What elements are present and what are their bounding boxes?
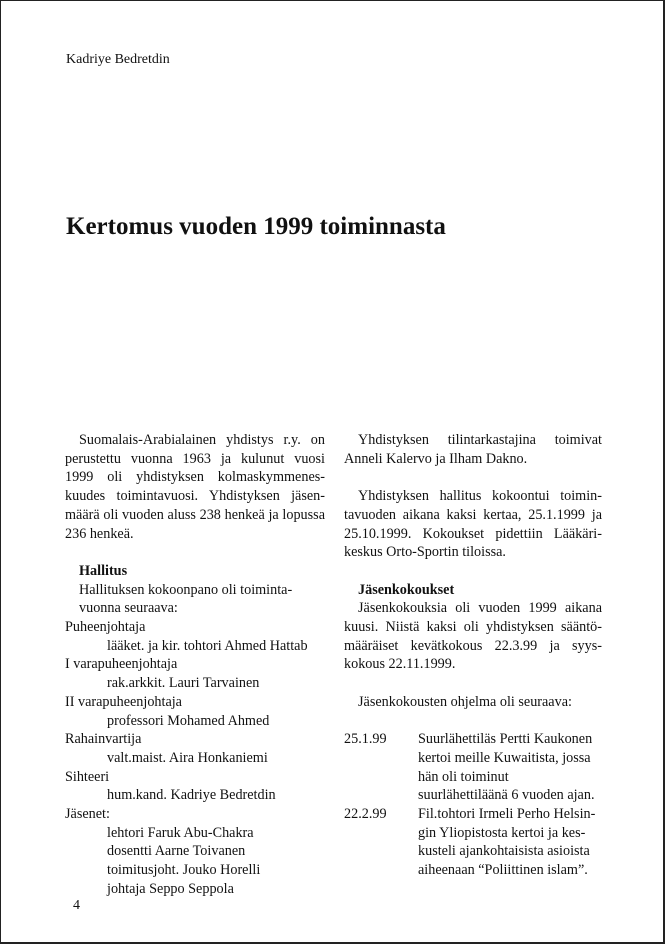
member-item: johtaja Seppo Seppola xyxy=(107,880,234,897)
role-label: II varapuheenjohtaja xyxy=(65,693,182,710)
spacer xyxy=(65,543,325,562)
spacer xyxy=(344,468,602,487)
meeting-entry xyxy=(344,805,602,880)
spacer xyxy=(344,712,602,731)
role-holder: hum.kand. Kadriye Bedretdin xyxy=(107,787,276,804)
meeting-date: 22.2.99 xyxy=(344,806,387,822)
right-column xyxy=(344,431,602,880)
meeting-date: 25.1.99 xyxy=(344,731,387,748)
meeting-description: Suurlähettiläs Pertti Kaukonen kertoi meille Kuwaitista, jossa hän oli toiminut suurlähettiläänä 6 vuoden ajan. xyxy=(418,731,595,804)
spacer xyxy=(344,562,602,581)
role-holder: lääket. ja kir. tohtori Ahmed Hattab xyxy=(107,637,308,654)
role-label: Puheenjohtaja xyxy=(65,619,146,636)
role-label: Rahainvartija xyxy=(65,731,142,748)
hallitus-intro: Hallituksen kokoonpano oli toimintavuonna seuraava: xyxy=(79,581,293,617)
role-label: Sihteeri xyxy=(65,768,110,785)
jasenkokoukset-paragraph: Jäsenkokouksia oli vuoden 1999 aikana kuusi. Niistä kaksi oli yhdistyksen sääntömääräiset kevätkokous 22.3.99 ja syyskokous 22.11.1999. xyxy=(344,600,602,673)
member-item: toimitusjoht. Jouko Horelli xyxy=(107,862,261,879)
member-item: dosentti Aarne Toivanen xyxy=(107,843,246,860)
article-title: Kertomus vuoden 1999 toiminnasta xyxy=(66,213,446,240)
jasenkokoukset-heading: Jäsenkokoukset xyxy=(358,581,455,598)
spacer xyxy=(344,674,602,693)
role-label: I varapuheenjohtaja xyxy=(65,656,178,673)
auditors-paragraph: Yhdistyksen tilintarkastajina toimivat Anneli Kalervo ja Ilham Dakno. xyxy=(344,432,602,467)
role-holder: rak.arkkit. Lauri Tarvainen xyxy=(107,675,260,692)
intro-paragraph: Suomalais-Arabialainen yhdistys r.y. on perustettu vuonna 1963 ja kulunut vuosi 1999 oli yhdistyksen kolmaskymmeneskuudes toimintavuosi. Yhdistyksen jäsenmäärä oli vuoden aluss 238 henkeä ja lopussa 236 henkeä. xyxy=(65,432,325,542)
hallitus-heading: Hallitus xyxy=(79,562,128,579)
left-column xyxy=(65,431,325,899)
role-holder: valt.maist. Aira Honkaniemi xyxy=(107,749,268,766)
meeting-description: Fil.tohtori Irmeli Perho Helsingin Yliopistosta kertoi ja keskusteli ajankohtaisista asioista aiheenaan “Poliittinen islam”. xyxy=(418,806,596,879)
members-label: Jäsenet: xyxy=(65,806,110,823)
meeting-entry xyxy=(344,730,602,805)
board-meetings-paragraph: Yhdistyksen hallitus kokoontui toimintavuoden aikana kaksi kertaa, 25.1.1999 ja 25.10.1999. Kokoukset pidettiin Lääkärikeskus Orto-Sportin tiloissa. xyxy=(344,488,602,561)
member-item: lehtori Faruk Abu-Chakra xyxy=(107,824,254,841)
program-intro: Jäsenkokousten ohjelma oli seuraava: xyxy=(358,693,572,710)
page-number: 4 xyxy=(73,898,80,913)
running-header-author: Kadriye Bedretdin xyxy=(66,52,170,67)
role-holder: professori Mohamed Ahmed xyxy=(107,712,270,729)
